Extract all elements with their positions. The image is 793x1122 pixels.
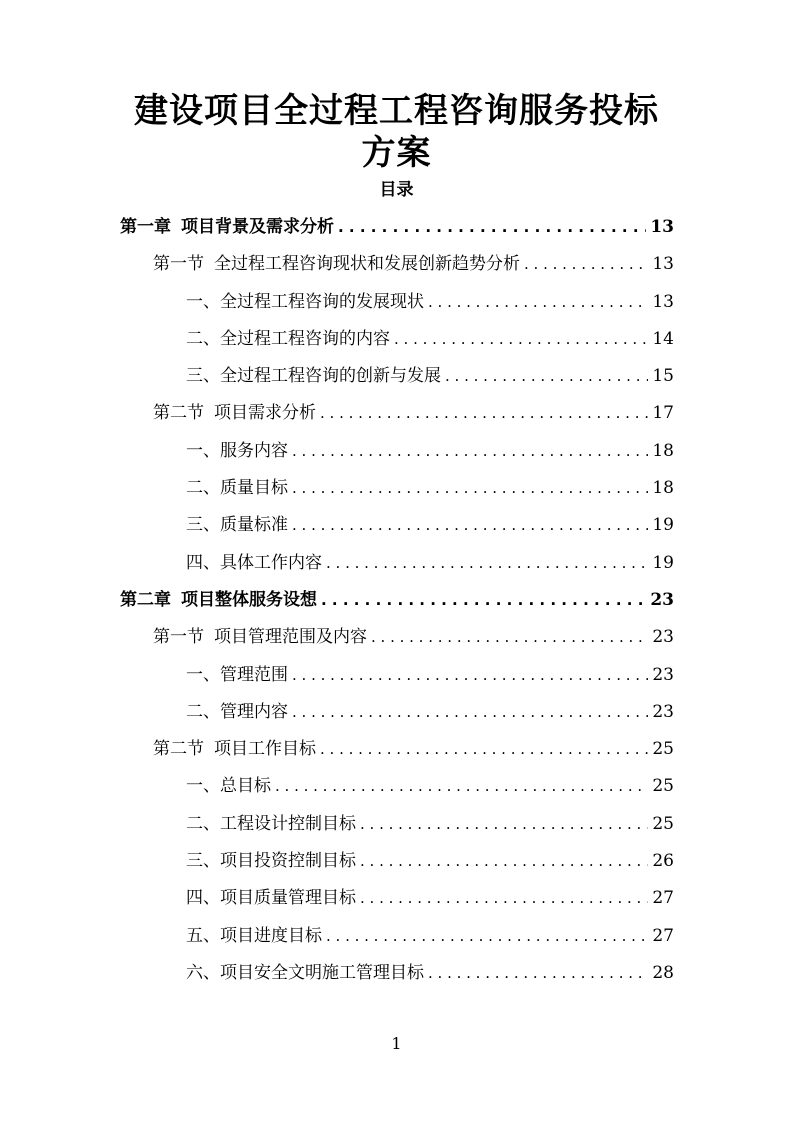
toc-entry-prefix: 第二节 xyxy=(153,403,204,424)
dot-leader xyxy=(321,591,646,609)
table-of-contents xyxy=(120,212,674,995)
toc-entry-page: 23 xyxy=(650,589,674,610)
toc-entry-page: 18 xyxy=(652,478,674,499)
toc-entry-page: 19 xyxy=(652,552,674,573)
toc-entry-text: 质量目标 xyxy=(220,478,288,499)
toc-entry-prefix: 第一章 xyxy=(120,217,171,237)
toc-heading: 目录 xyxy=(379,180,414,200)
toc-entry-prefix: 第一节 xyxy=(153,254,204,275)
toc-entry-page: 13 xyxy=(652,291,674,312)
toc-entry-label xyxy=(186,883,356,908)
dot-leader xyxy=(292,703,648,721)
toc-entry-text: 管理内容 xyxy=(220,701,288,722)
toc-entry-label xyxy=(120,585,317,610)
toc-section-entry[interactable] xyxy=(120,249,674,286)
toc-entry-label xyxy=(153,622,367,647)
toc-entry-text: 全过程工程咨询的内容 xyxy=(220,328,390,349)
dot-leader xyxy=(428,964,648,982)
toc-entry-prefix: 二、 xyxy=(186,328,220,349)
toc-entry-prefix: 三、 xyxy=(186,851,220,872)
toc-subsection-entry[interactable] xyxy=(120,548,674,585)
toc-entry-label xyxy=(186,361,441,386)
toc-entry-label xyxy=(186,958,424,983)
toc-entry-label xyxy=(186,771,271,796)
toc-entry-label xyxy=(186,660,288,685)
toc-entry-prefix: 二、 xyxy=(186,813,220,834)
toc-entry-prefix: 三、 xyxy=(186,515,220,536)
toc-entry-page: 25 xyxy=(652,776,674,797)
toc-entry-text: 项目质量管理目标 xyxy=(220,888,356,909)
toc-entry-page: 18 xyxy=(652,440,674,461)
toc-entry-text: 项目需求分析 xyxy=(214,403,316,424)
toc-entry-text: 质量标准 xyxy=(220,515,288,536)
dot-leader xyxy=(445,367,648,385)
toc-entry-label xyxy=(186,436,288,461)
dot-leader xyxy=(428,293,648,311)
toc-entry-label xyxy=(153,734,316,759)
toc-entry-prefix: 第一节 xyxy=(153,627,204,648)
dot-leader xyxy=(320,740,648,758)
toc-entry-prefix: 一、 xyxy=(186,291,220,312)
toc-entry-page: 27 xyxy=(652,925,674,946)
toc-entry-page: 23 xyxy=(652,664,674,685)
toc-entry-prefix: 四、 xyxy=(186,888,220,909)
toc-entry-text: 服务内容 xyxy=(220,440,288,461)
toc-entry-prefix: 第二章 xyxy=(120,589,171,610)
toc-entry-page: 27 xyxy=(652,888,674,909)
toc-entry-text: 项目安全文明施工管理目标 xyxy=(220,962,424,983)
toc-entry-text: 全过程工程咨询的创新与发展 xyxy=(220,366,441,387)
toc-section-entry[interactable] xyxy=(120,734,674,771)
dot-leader xyxy=(292,479,648,497)
toc-entry-label xyxy=(186,324,390,349)
toc-entry-text: 全过程工程咨询的发展现状 xyxy=(220,291,424,312)
toc-chapter-entry[interactable] xyxy=(120,212,674,249)
toc-subsection-entry[interactable] xyxy=(120,510,674,547)
toc-section-entry[interactable] xyxy=(120,398,674,435)
toc-entry-text: 项目工作目标 xyxy=(214,739,316,760)
toc-entry-text: 项目背景及需求分析 xyxy=(181,217,334,237)
toc-subsection-entry[interactable] xyxy=(120,697,674,734)
toc-subsection-entry[interactable] xyxy=(120,809,674,846)
toc-entry-prefix: 第二节 xyxy=(153,739,204,760)
dot-leader xyxy=(326,554,648,572)
dot-leader xyxy=(320,404,648,422)
toc-entry-label xyxy=(186,548,322,573)
toc-subsection-entry[interactable] xyxy=(120,436,674,473)
toc-entry-prefix: 一、 xyxy=(186,440,220,461)
toc-entry-prefix: 二、 xyxy=(186,478,220,499)
toc-entry-text: 项目投资控制目标 xyxy=(220,851,356,872)
toc-entry-prefix: 四、 xyxy=(186,552,220,573)
dot-leader xyxy=(524,255,648,273)
toc-subsection-entry[interactable] xyxy=(120,473,674,510)
toc-entry-label xyxy=(186,510,288,535)
toc-entry-page: 23 xyxy=(652,701,674,722)
toc-subsection-entry[interactable] xyxy=(120,883,674,920)
toc-entry-label xyxy=(186,846,356,871)
toc-entry-page: 17 xyxy=(652,403,674,424)
document-title xyxy=(0,90,793,174)
toc-entry-page: 19 xyxy=(652,515,674,536)
toc-entry-text: 工程设计控制目标 xyxy=(220,813,356,834)
toc-entry-prefix: 一、 xyxy=(186,776,220,797)
dot-leader xyxy=(360,852,648,870)
toc-entry-page: 15 xyxy=(652,366,674,387)
toc-entry-prefix: 一、 xyxy=(186,664,220,685)
toc-entry-label xyxy=(120,212,334,237)
page-number: 1 xyxy=(391,1034,402,1053)
title-line-2: 方案 xyxy=(361,133,432,173)
toc-entry-page: 23 xyxy=(652,627,674,648)
toc-chapter-entry[interactable] xyxy=(120,585,674,622)
dot-leader xyxy=(292,442,648,460)
title-line-1: 建设项目全过程工程咨询服务投标 xyxy=(134,91,659,131)
toc-entry-text: 项目管理范围及内容 xyxy=(214,627,367,648)
toc-entry-page: 14 xyxy=(652,328,674,349)
toc-entry-label xyxy=(186,287,424,312)
toc-entry-label xyxy=(153,398,316,423)
toc-subsection-entry[interactable] xyxy=(120,921,674,958)
toc-entry-label xyxy=(186,809,356,834)
dot-leader xyxy=(371,628,648,646)
toc-subsection-entry[interactable] xyxy=(120,287,674,324)
toc-entry-page: 26 xyxy=(652,851,674,872)
dot-leader xyxy=(292,666,648,684)
toc-subsection-entry[interactable] xyxy=(120,771,674,808)
dot-leader xyxy=(360,815,648,833)
toc-entry-text: 项目整体服务设想 xyxy=(181,589,317,610)
toc-entry-page: 13 xyxy=(652,254,674,275)
toc-entry-prefix: 五、 xyxy=(186,925,220,946)
toc-entry-text: 管理范围 xyxy=(220,664,288,685)
toc-subsection-entry[interactable] xyxy=(120,958,674,995)
dot-leader xyxy=(338,218,646,236)
toc-entry-page: 13 xyxy=(650,217,674,237)
toc-subsection-entry[interactable] xyxy=(120,660,674,697)
toc-entry-label xyxy=(186,473,288,498)
toc-subsection-entry[interactable] xyxy=(120,324,674,361)
dot-leader xyxy=(275,777,648,795)
toc-entry-text: 总目标 xyxy=(220,776,271,797)
toc-entry-text: 全过程工程咨询现状和发展创新趋势分析 xyxy=(214,254,520,275)
toc-entry-prefix: 二、 xyxy=(186,701,220,722)
toc-entry-text: 项目进度目标 xyxy=(220,925,322,946)
toc-section-entry[interactable] xyxy=(120,622,674,659)
dot-leader xyxy=(292,516,648,534)
toc-subsection-entry[interactable] xyxy=(120,361,674,398)
toc-entry-page: 28 xyxy=(652,962,674,983)
toc-entry-label xyxy=(186,697,288,722)
toc-subsection-entry[interactable] xyxy=(120,846,674,883)
toc-entry-text: 具体工作内容 xyxy=(220,552,322,573)
toc-entry-page: 25 xyxy=(652,813,674,834)
toc-entry-label xyxy=(186,921,322,946)
dot-leader xyxy=(326,927,648,945)
dot-leader xyxy=(360,889,648,907)
toc-entry-prefix: 六、 xyxy=(186,962,220,983)
toc-entry-page: 25 xyxy=(652,739,674,760)
toc-entry-label xyxy=(153,249,520,274)
toc-entry-prefix: 三、 xyxy=(186,366,220,387)
dot-leader xyxy=(394,330,648,348)
